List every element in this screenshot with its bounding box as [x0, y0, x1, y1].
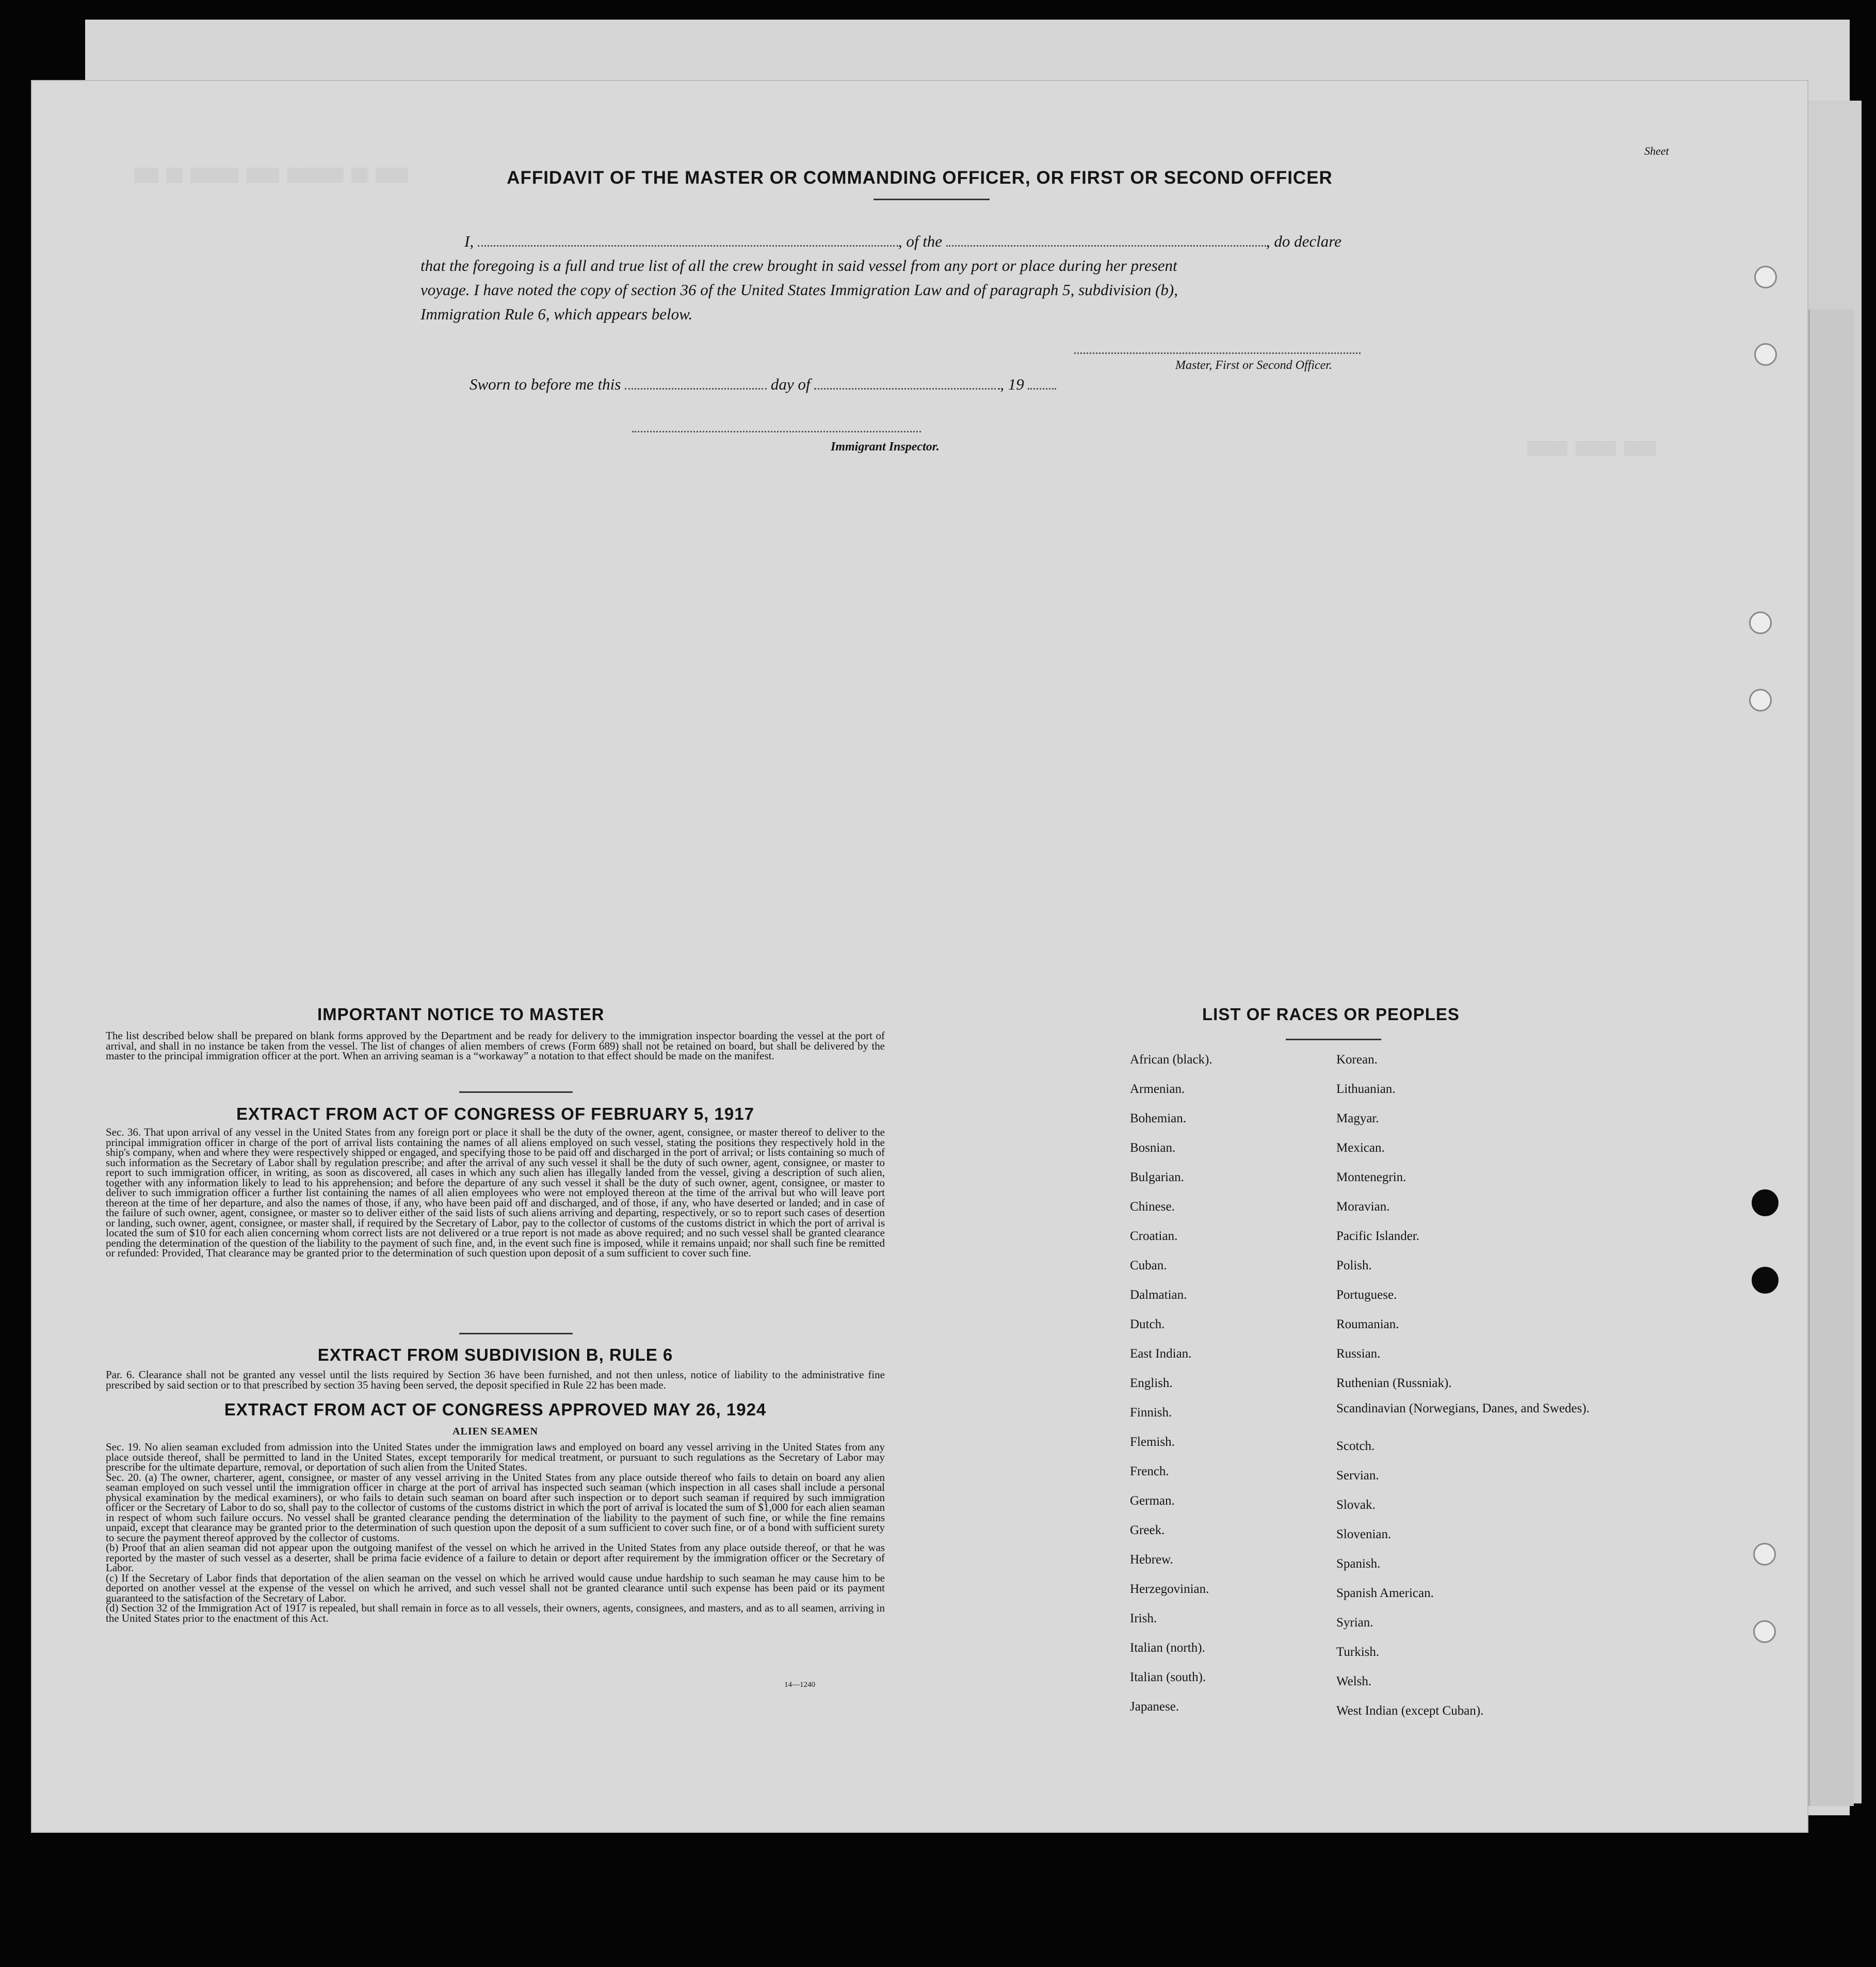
race-item: Russian. [1336, 1347, 1381, 1361]
binder-hole [1754, 266, 1777, 288]
binder-hole [1749, 611, 1772, 634]
binder-hole-dark [1752, 1189, 1778, 1216]
section-rule [459, 1091, 573, 1093]
race-item: Syrian. [1336, 1616, 1373, 1630]
inspector-caption: Immigrant Inspector. [831, 440, 940, 454]
race-item: Magyar. [1336, 1111, 1379, 1125]
race-item: Irish. [1130, 1611, 1157, 1625]
extract-1924-title: EXTRACT FROM ACT OF CONGRESS APPROVED MAY 26, 1924 [224, 1400, 767, 1419]
race-item: Bosnian. [1130, 1141, 1176, 1155]
race-item: Portuguese. [1336, 1288, 1397, 1302]
race-item: Hebrew. [1130, 1553, 1173, 1567]
alien-seamen-subtitle: ALIEN SEAMEN [452, 1426, 538, 1437]
race-item: East Indian. [1130, 1347, 1192, 1361]
race-item: Flemish. [1130, 1435, 1175, 1449]
vessel-name-blank[interactable] [946, 235, 1266, 247]
race-item: West Indian (except Cuban). [1336, 1704, 1484, 1718]
subdivision-text: Par. 6. Clearance shall not be granted any vessel until the lists required by Section 36 have been furnished, and not then unless, notice of liability to the administrative fine prescribed by said section or to that prescribed by section 35 having been served, the deposit specified in Rule 22 has been made. [106, 1368, 885, 1391]
sec-20b-paragraph: (b) Proof that an alien seaman did not appear upon the outgoing manifest of the vessel on which he arrived in the United States from any place outside thereof, or that he was reported by the master of such vessel as a deserter, shall be prima facie evidence of a failure to detain or deport after requirement by the immigration officer or the Secretary of Labor. [106, 1541, 885, 1574]
sworn-day-blank[interactable] [625, 378, 767, 390]
race-item: Scandinavian (Norwegians, Danes, and Swedes). [1336, 1401, 1590, 1415]
master-signature-line[interactable] [1074, 352, 1361, 354]
races-right-column [1336, 1045, 1594, 1726]
race-item: Lithuanian. [1336, 1082, 1396, 1096]
sworn-line [470, 375, 1056, 393]
affidavit-of-the: , of the [898, 232, 943, 250]
sworn-year-blank[interactable] [1028, 378, 1056, 390]
race-item: Chinese. [1130, 1200, 1175, 1214]
race-item: German. [1130, 1494, 1175, 1508]
race-item: Japanese. [1130, 1700, 1179, 1714]
sworn-year-label: , 19 [1000, 375, 1024, 393]
notice-text: The list described below shall be prepared on blank forms approved by the Department and be ready for delivery to the immigration inspector boarding the vessel at the port of arrival, and shall in no instance be taken from the vessel. The list of changes of alien members of crews (Form 689) shall not be retained on board, but shall be delivered by the master to the principal immigration officer at the port. When an arriving seaman is a “workaway” a notation to that effect should be made on the manifest. [106, 1029, 885, 1062]
race-item: Montenegrin. [1336, 1170, 1406, 1184]
sworn-label: Sworn to before me this [470, 375, 621, 393]
affidavit-text-line-2: that the foregoing is a full and true list of all the crew brought in said vessel from any port or place during her present [421, 256, 1177, 275]
race-item: Italian (south). [1130, 1670, 1206, 1684]
race-item: Cuban. [1130, 1259, 1167, 1272]
extract-1924-text [106, 1442, 885, 1623]
race-item: Roumanian. [1336, 1317, 1399, 1331]
race-item: Turkish. [1336, 1645, 1380, 1659]
inspector-signature-line[interactable] [632, 431, 921, 432]
form-number: 14—1240 [784, 1681, 815, 1689]
sworn-month-blank[interactable] [814, 378, 1000, 390]
race-item: Ruthenian (Russniak). [1336, 1376, 1452, 1390]
sec-20d-paragraph: (d) Section 32 of the Immigration Act of 1917 is repealed, but shall remain in force as to all vessels, their owners, agents, consignees, and masters, and as to all seamen, arriving in the United States prior to the enactment of this Act. [106, 1602, 885, 1624]
race-item: Welsh. [1336, 1674, 1372, 1688]
sworn-day-of-label: day of [770, 375, 811, 393]
race-item: Moravian. [1336, 1200, 1390, 1214]
race-item: African (black). [1130, 1053, 1212, 1067]
extract-1917-text: Sec. 36. That upon arrival of any vessel in the United States from any foreign port or place it shall be the duty of the owner, agent, consignee, or master thereof to deliver to the principal immigration officer in charge of the port of arrival lists containing the names of all aliens employed on such vessel, stating the positions they respectively hold in the ship's company, when and where they were respectively shipped or engaged, and specifying those to be paid off and discharged in the port of arrival; or lists containing so much of such information as the Secretary of Labor shall by regulation prescribe; and after the arrival of any such vessel it shall be the duty of such owner, agent, consignee, or master to report to such immigration officer, in writing, as soon as discovered, all cases in which any such alien has illegally landed from the vessel, giving a description of such alien, together with any information likely to lead to his apprehension; and before the departure of any such vessel it shall be the duty of such owner, agent, consignee, or master to deliver to such immigration officer a further list containing the names of all alien employees who were not employed thereon at the time of the arrival but who will leave port thereon at the time of her departure, and also the names of those, if any, who have been paid off and discharged, and of those, if any, who have deserted or landed; and in case of the failure of such owner, agent, consignee, or master so to deliver either of the said lists of such aliens arriving and departing, respectively, or so to report such cases of desertion or landing, such owner, agent, consignee, or master shall, if required by the Secretary of Labor, pay to the collector of customs of the customs district in which the port of arrival is located the sum of $10 for each alien concerning whom correct lists are not delivered or a true report is not made as above required; and no such vessel shall be granted clearance pending the determination of the question of the liability to the payment of such fine, and, in the event such fine is imposed, while it remains unpaid; nor shall such fine be remitted or refunded: Provided, That clearance may be granted prior to the determination of such question upon deposit of a sum sufficient to cover such fine. [106, 1126, 885, 1259]
race-item: Servian. [1336, 1469, 1379, 1482]
section-rule [459, 1333, 573, 1334]
affidavit-declaration-line [464, 232, 1445, 250]
binder-hole [1754, 343, 1777, 366]
race-item: Slovenian. [1336, 1527, 1392, 1541]
document-page [31, 80, 1808, 1833]
races-title-rule [1286, 1039, 1381, 1040]
race-item: French. [1130, 1464, 1169, 1478]
sec-19-paragraph: Sec. 19. No alien seaman excluded from admission into the United States under the immigration laws and employed on board any vessel arriving in the United States from any place outside thereof, shall be permitted to land in the United States, except temporarily for medical treatment, or pursuant to such regulations as the Secretary of Labor may prescribe for the ultimate departure, removal, or deportation of such alien from the United States. [106, 1441, 885, 1473]
race-item: Spanish American. [1336, 1586, 1434, 1600]
race-item: Greek. [1130, 1523, 1165, 1537]
subdivision-title: EXTRACT FROM SUBDIVISION B, RULE 6 [317, 1345, 673, 1364]
race-item: Mexican. [1336, 1141, 1385, 1155]
sec-20c-paragraph: (c) If the Secretary of Labor finds that deportation of the alien seaman on the vessel on which he arrived would cause undue hardship to such seaman he may cause him to be deported on another vessel at the expense of the vessel on which he arrived, and such vessel shall not be granted clearance until such expense has been paid or its payment guaranteed to the satisfaction of the Secretary of Labor. [106, 1571, 885, 1604]
officer-name-blank[interactable] [478, 235, 898, 247]
race-item: Dutch. [1130, 1317, 1165, 1331]
affidavit-text-line-4: Immigration Rule 6, which appears below. [421, 305, 693, 323]
extract-1917-title: EXTRACT FROM ACT OF CONGRESS OF FEBRUARY 5, 1917 [236, 1104, 754, 1123]
underlying-page-edge-2 [1808, 310, 1854, 1806]
race-item: Finnish. [1130, 1406, 1172, 1420]
race-item: Pacific Islander. [1336, 1229, 1420, 1243]
title-rule [874, 199, 990, 200]
sheet-label: Sheet [1644, 144, 1669, 157]
race-item: Bulgarian. [1130, 1170, 1184, 1184]
bleed-through-text: ▒▒▒▒▒ ▒▒▒▒▒ ▒▒▒▒ [1527, 441, 1656, 457]
binder-hole-dark [1752, 1267, 1778, 1294]
race-item: Polish. [1336, 1259, 1372, 1272]
race-item: Armenian. [1130, 1082, 1185, 1096]
affidavit-do-declare: , do declare [1266, 232, 1341, 250]
races-title: LIST OF RACES OR PEOPLES [1202, 1005, 1460, 1024]
affidavit-title: AFFIDAVIT OF THE MASTER OR COMMANDING OFFICER, OR FIRST OR SECOND OFFICER [507, 168, 1333, 188]
binder-hole [1749, 689, 1772, 712]
binder-hole [1753, 1620, 1776, 1643]
affidavit-i: I, [464, 232, 474, 250]
binder-hole [1753, 1543, 1776, 1566]
race-item: Dalmatian. [1130, 1288, 1187, 1302]
race-item: Croatian. [1130, 1229, 1178, 1243]
notice-title: IMPORTANT NOTICE TO MASTER [317, 1005, 605, 1024]
race-item: Herzegovinian. [1130, 1582, 1209, 1596]
race-item: Spanish. [1336, 1557, 1381, 1571]
bleed-through-text: ▒▒▒ ▒▒ ▒▒▒▒▒▒ ▒▒▒▒ ▒▒▒▒▒▒▒ ▒▒ ▒▒▒▒ [134, 168, 408, 183]
race-item: Bohemian. [1130, 1111, 1187, 1125]
affidavit-text-line-3: voyage. I have noted the copy of section 36 of the United States Immigration Law and of paragraph 5, subdivision (b), [421, 281, 1178, 299]
race-item: English. [1130, 1376, 1173, 1390]
sec-20a-paragraph: Sec. 20. (a) The owner, charterer, agent, consignee, or master of any vessel arriving in the United States from any place outside thereof who fails to detain on board any alien seaman employed on such vessel until the immigration officer in charge at the port of arrival has inspected such seaman (which inspection in all cases shall include a personal physical examination by the medical examiners), or who fails to detain such seaman on board after such inspection or to deport such seaman if required by such immigration officer or the Secretary of Labor to do so, shall pay to the collector of customs of the customs district in which the port of arrival is located the sum of $1,000 for each alien seaman in respect of whom such failure occurs. No vessel shall be granted clearance pending the determination of the liability to the payment of such fine, or while the fine remains unpaid, except that clearance may be granted prior to the determination of such question upon the deposit of a sum sufficient to cover such fine, or of a bond with sufficient surety to secure the payment thereof approved by the collector of customs. [106, 1471, 885, 1544]
master-signature-caption: Master, First or Second Officer. [1175, 359, 1332, 372]
race-item: Slovak. [1336, 1498, 1376, 1512]
race-item: Italian (north). [1130, 1641, 1205, 1655]
races-left-column [1130, 1045, 1326, 1721]
race-item: Scotch. [1336, 1439, 1375, 1453]
race-item: Korean. [1336, 1053, 1378, 1067]
